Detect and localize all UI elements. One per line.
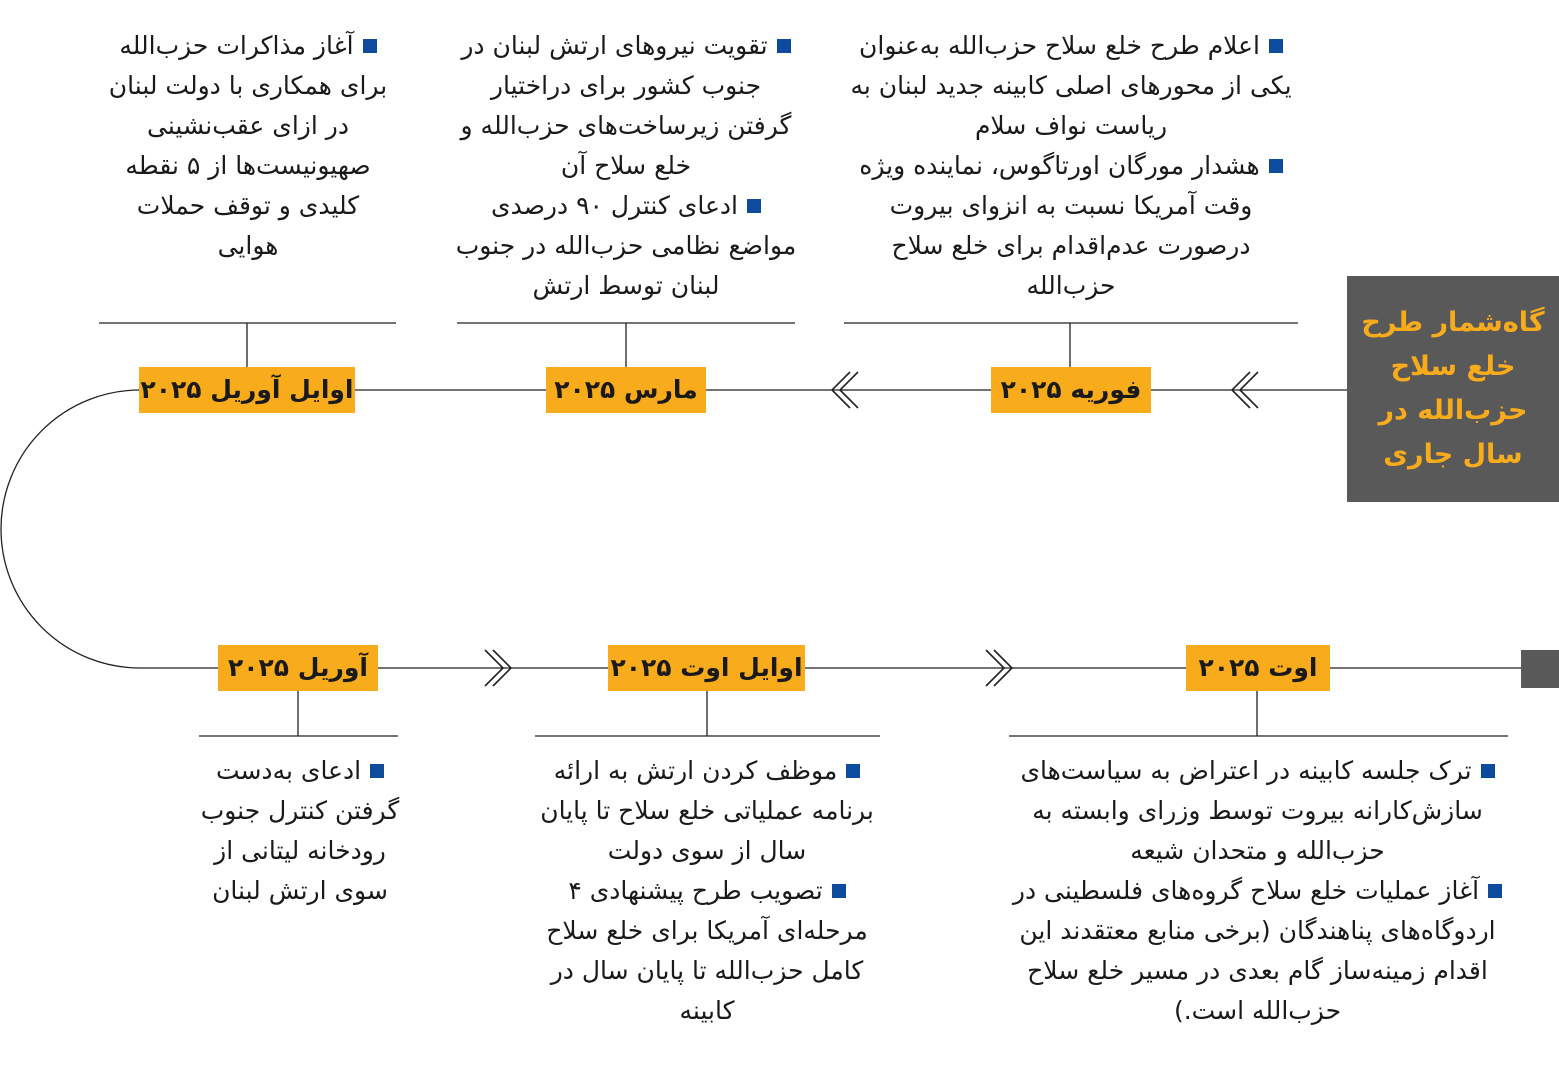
event-feb-2025 xyxy=(850,26,1292,306)
bullet-square-icon xyxy=(846,764,860,778)
event-item: ادعای کنترل ۹۰ درصدی مواضع نظامی حزب‌الله در جنوب لبنان توسط ارتش xyxy=(455,191,797,300)
date-label-mar-2025: مارس ۲۰۲۵ xyxy=(546,367,706,413)
event-item: هشدار مورگان اورتاگوس، نماینده ویژه وقت آمریکا نسبت به انزوای بیروت درصورت عدم‌اقدام برای خلع سلاح حزب‌الله xyxy=(850,146,1292,306)
timeline-loop-curve xyxy=(1,390,247,668)
event-mar-2025 xyxy=(455,26,797,306)
title-box xyxy=(1347,276,1559,502)
bullet-square-icon xyxy=(1488,884,1502,898)
bullet-square-icon xyxy=(777,39,791,53)
bullet-square-icon xyxy=(1481,764,1495,778)
bullet-square-icon xyxy=(370,764,384,778)
date-label-feb-2025: فوریه ۲۰۲۵ xyxy=(991,367,1151,413)
event-item: آغاز مذاکرات حزب‌الله برای همکاری با دولت لبنان در ازای عقب‌نشینی صهیونیست‌ها از ۵ نقطه کلیدی و توقف حملات هوایی xyxy=(108,31,388,260)
date-label-aug-2025: اوت ۲۰۲۵ xyxy=(1186,645,1330,691)
event-aug-2025 xyxy=(1005,751,1510,1031)
event-item: ترک جلسه کابینه در اعتراض به سیاست‌های سازش‌کارانه بیروت توسط وزرای وابسته به حزب‌الله و متحدان شیعه xyxy=(1005,751,1510,871)
event-item: آغاز عملیات خلع سلاح گروه‌های فلسطینی در اردوگاه‌های پناهندگان (برخی منابع معتقدند این اقدام زمینه‌ساز گام بعدی در مسیر خلع سلاح حزب‌الله است.) xyxy=(1005,871,1510,1031)
event-item: موظف کردن ارتش به ارائه برنامه عملیاتی خلع سلاح تا پایان سال از سوی دولت xyxy=(540,756,874,865)
bullet-square-icon xyxy=(363,39,377,53)
event-early-apr-2025 xyxy=(103,26,393,266)
date-label-apr-2025: آوریل ۲۰۲۵ xyxy=(218,645,378,691)
event-item: ادعای به‌دست گرفتن کنترل جنوب رودخانه لیتانی از سوی ارتش لبنان xyxy=(200,756,400,905)
event-early-aug-2025 xyxy=(532,751,882,1031)
event-apr-2025 xyxy=(190,751,410,911)
bullet-square-icon xyxy=(747,199,761,213)
timeline-end-marker xyxy=(1521,650,1559,688)
bullet-square-icon xyxy=(1269,39,1283,53)
timeline-title: گاه‌شمار طرح خلع سلاح حزب‌الله در سال جاری xyxy=(1361,307,1545,470)
date-label-early-aug-2025: اوایل اوت ۲۰۲۵ xyxy=(608,645,805,691)
event-item: تصویب طرح پیشنهادی ۴ مرحله‌ای آمریکا برای خلع سلاح کامل حزب‌الله تا پایان سال در کابینه xyxy=(546,876,868,1025)
event-item: تقویت نیروهای ارتش لبنان در جنوب کشور برای دراختیار گرفتن زیرساخت‌های حزب‌الله و خلع سلاح آن xyxy=(460,31,792,180)
date-label-early-apr-2025: اوایل آوریل ۲۰۲۵ xyxy=(139,367,355,413)
event-item: اعلام طرح خلع سلاح حزب‌الله به‌عنوان یکی از محورهای اصلی کابینه جدید لبنان به ریاست نواف سلام xyxy=(850,31,1292,140)
bullet-square-icon xyxy=(832,884,846,898)
bullet-square-icon xyxy=(1269,159,1283,173)
